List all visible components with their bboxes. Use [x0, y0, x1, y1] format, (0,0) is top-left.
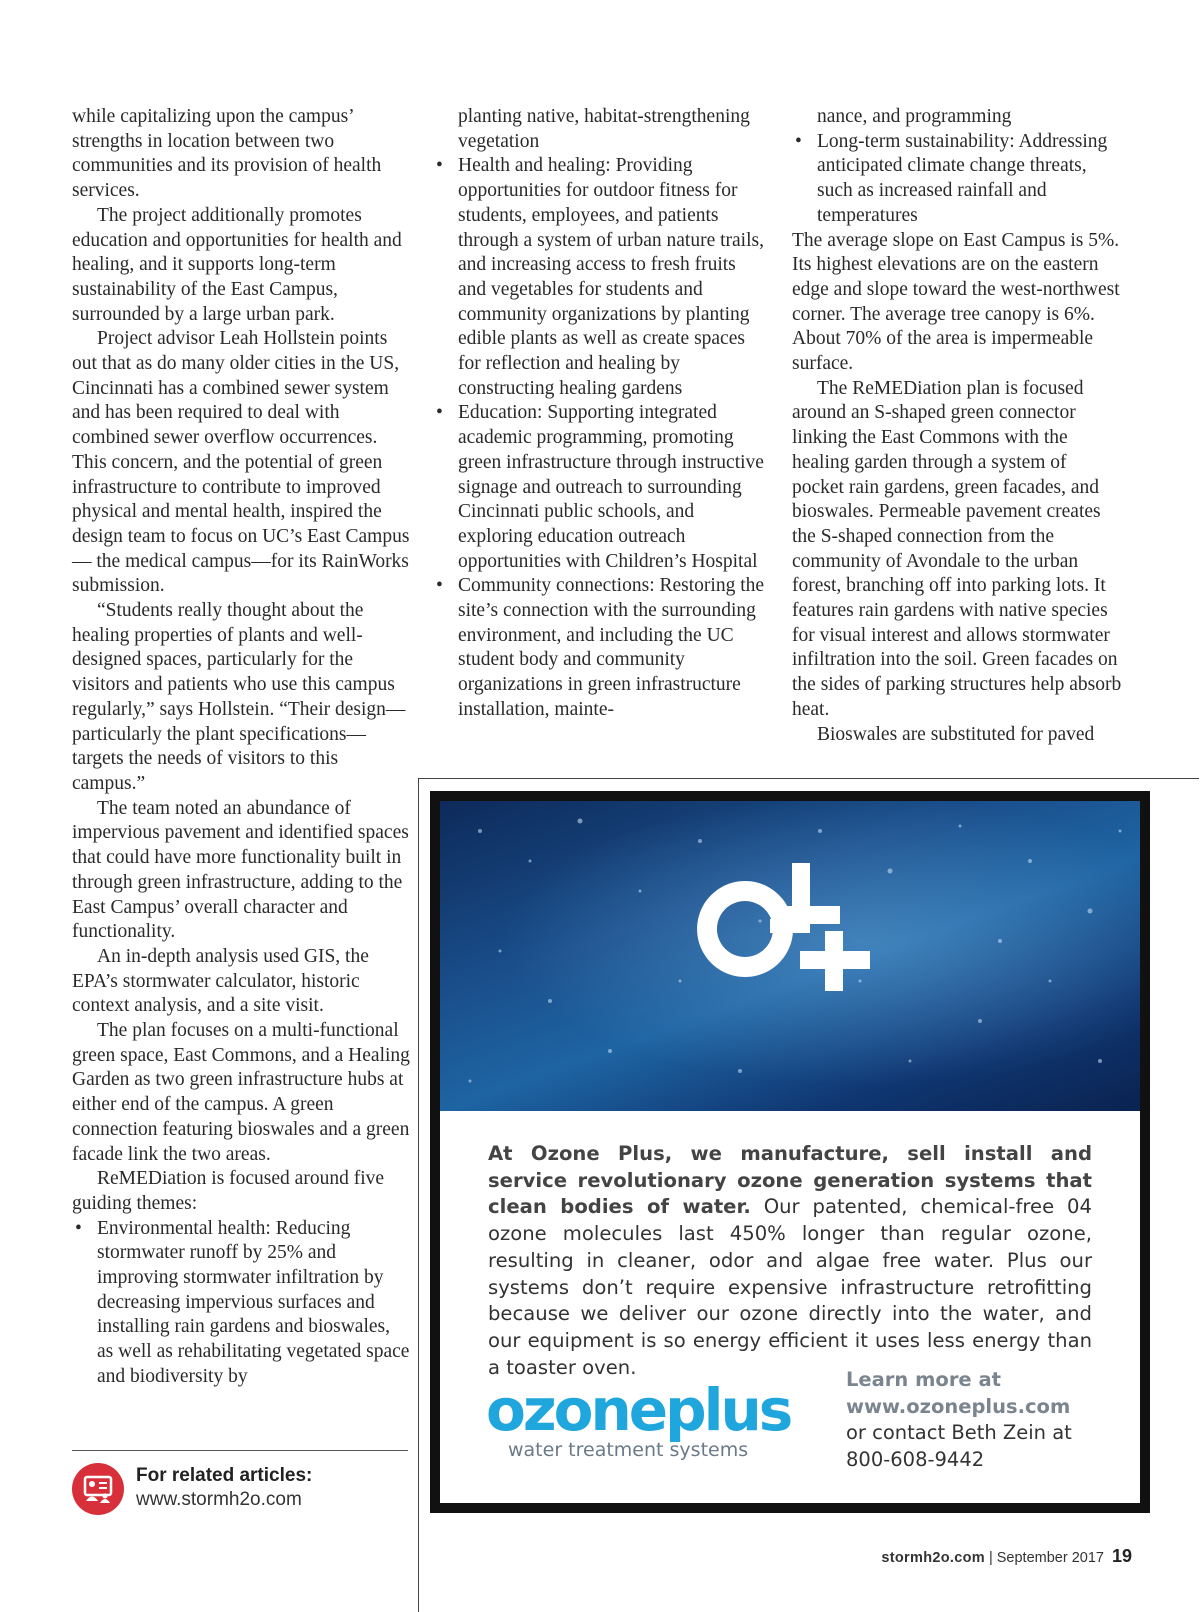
- footer-separator: |: [984, 1550, 997, 1566]
- paragraph: while capitalizing upon the campus’ strengths in location between two communities and its provision of health services.: [72, 106, 382, 202]
- ad-lead: At Ozone Plus, we manufacture, sell install and service revolutionary ozone generation systems that clean bodies of water.: [488, 1142, 1092, 1219]
- footer-date: September 2017: [996, 1550, 1104, 1566]
- paragraph: Project advisor Leah Hollstein points out that as do many older cities in the US, Cincinnati has a combined sewer system and has been required to deal with combined sewer overflow occurrences. This concern, and the potential of green infrastructure to contribute to improved physical and mental health, inspired the design team to focus on UC’s East Campus— the medical campus—for its RainWorks submission.: [72, 328, 410, 597]
- paragraph: An in-depth analysis used GIS, the EPA’s stormwater calculator, historic context analysis, and a site visit.: [72, 945, 369, 1017]
- list-item: • Community connections: Restoring the site’s connection with the surrounding environment, and including the UC student body and community organizations in green infrastructure installation, mainte-: [433, 574, 768, 722]
- ozoneplus-logo[interactable]: [486, 1376, 806, 1461]
- paragraph: The ReMEDiation plan is focused around an S-shaped green connector linking the East Commons with the healing garden through a system of pocket rain gardens, green facades, and bioswales. Permeable pavement creates the S-shaped connection from the community of Avondale to the urban forest, branching off into parking lots. It features rain gardens with native species for visual interest and allows stormwater infiltration into the soil. Green facades on the sides of parking structures help absorb heat.: [792, 377, 1122, 720]
- page-number: 19: [1111, 1546, 1132, 1566]
- paragraph: nance, and programming: [817, 106, 1012, 127]
- ozone-mark-icon: [440, 801, 1140, 1111]
- list-item: • Environmental health: Reducing stormwater runoff by 25% and improving stormwater infiltration by decreasing impervious surfaces and installing rain gardens and bioswales, as well as rehabilitating vegetated space and biodiversity by: [72, 1217, 410, 1390]
- logo-wordmark: ozoneplus: [486, 1376, 791, 1444]
- ad-copy: [488, 1141, 1092, 1381]
- themes-list: [72, 1217, 410, 1390]
- related-articles: [72, 1450, 408, 1510]
- paragraph: ReMEDiation is focused around five guiding themes:: [72, 1168, 385, 1214]
- ad-water-image: [440, 801, 1140, 1111]
- ad-body: Our patented, chemical-free 04 ozone molecules last 450% longer than regular ozone, resulting in cleaner, odor and algae free water. Plus our systems don’t require expensive infrastructure retrofitting because we deliver our ozone directly into the water, and our equipment is so energy efficient it uses less energy than a toaster oven.: [488, 1195, 1092, 1379]
- article-column-2: [433, 105, 768, 723]
- related-title: For related articles:: [136, 1465, 313, 1486]
- paragraph: planting native, habitat-strengthening vegetation: [458, 106, 750, 152]
- list-item: • Long-term sustainability: Addressing anticipated climate change threats, such as increased rainfall and temperatures: [792, 130, 1122, 229]
- cta-label: Learn more at: [846, 1368, 1001, 1391]
- article-column-3: [792, 105, 1122, 747]
- themes-list: [792, 130, 1122, 229]
- paragraph: The average slope on East Campus is 5%. Its highest elevations are on the eastern edge and slope toward the west-northwest corner. The average tree canopy is 6%. About 70% of the area is impermeable surface.: [792, 229, 1120, 375]
- themes-list: [433, 154, 768, 722]
- list-item: • Education: Supporting integrated academic programming, promoting green infrastructure through instructive signage and outreach to surrounding Cincinnati public schools, and exploring education outreach opportunities with Children’s Hospital: [433, 401, 768, 574]
- related-link[interactable]: www.stormh2o.com: [136, 1489, 302, 1510]
- paragraph: “Students really thought about the healing properties of plants and well-designed spaces, particularly for the visitors and patients who use this campus regularly,” says Hollstein. “Their design—particularly the plant specifications—targets the needs of visitors to this campus.”: [72, 600, 406, 794]
- paragraph: The project additionally promotes education and opportunities for health and healing, and it supports long-term sustainability of the East Campus, surrounded by a large urban park.: [72, 204, 402, 325]
- list-item: • Health and healing: Providing opportunities for outdoor fitness for students, employees, and patients through a system of urban nature trails, and increasing access to fresh fruits and vegetables for students and community organizations by planting edible plants as well as create spaces for reflection and healing by constructing healing gardens: [433, 154, 768, 401]
- paragraph: Bioswales are substituted for paved: [817, 723, 1095, 745]
- contact-phone[interactable]: 800-608-9442: [846, 1448, 985, 1472]
- presentation-icon: [72, 1463, 124, 1515]
- contact-name: or contact Beth Zein at: [846, 1421, 1072, 1445]
- paragraph: The team noted an abundance of impervious pavement and identified spaces that could have more functionality built in through green infrastructure, adding to the East Campus’ overall character and functionality.: [72, 797, 409, 943]
- ad-contact: [846, 1367, 1126, 1474]
- page-footer: [881, 1546, 1132, 1567]
- logo-tagline: water treatment systems: [508, 1439, 749, 1461]
- article-column-1: [72, 105, 410, 1390]
- ad-website-link[interactable]: www.ozoneplus.com: [846, 1394, 1071, 1418]
- footer-site[interactable]: stormh2o.com: [881, 1550, 985, 1566]
- advertisement[interactable]: [430, 791, 1150, 1513]
- paragraph: The plan focuses on a multi-functional green space, East Commons, and a Healing Garden as two green infrastructure hubs at either end of the campus. A green connection featuring bioswales and a green facade link the two areas.: [72, 1020, 410, 1165]
